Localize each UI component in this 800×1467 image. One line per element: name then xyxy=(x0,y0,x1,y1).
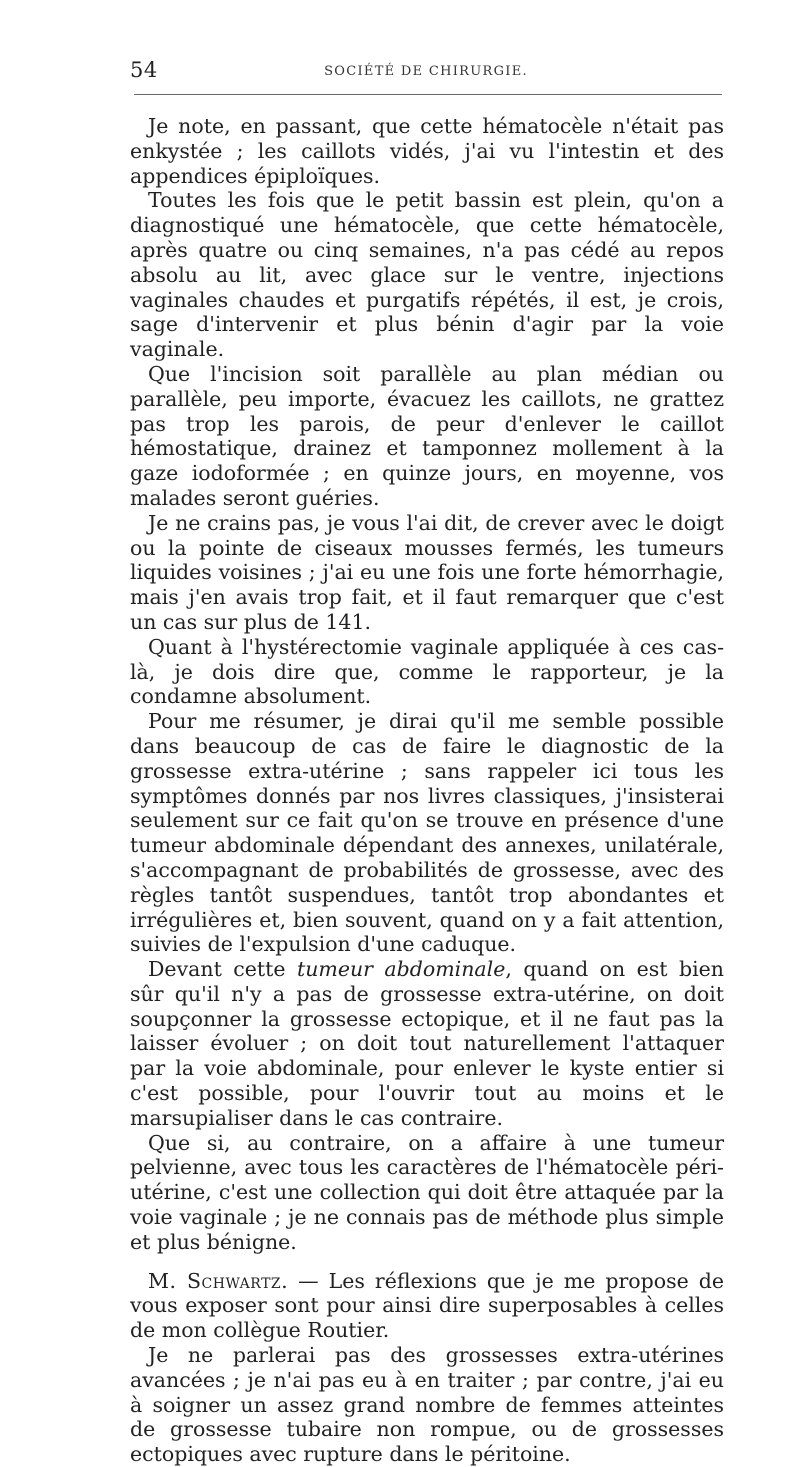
paragraph-9-text: — Les réflexions que je me propose de vous exposer sont pour ainsi dire superposables à celles de mon collègue Routier. xyxy=(130,1268,724,1343)
body-text xyxy=(130,114,724,1467)
page-header xyxy=(130,58,722,82)
paragraph-4: Je ne crains pas, je vous l'ai dit, de crever avec le doigt ou la pointe de ciseaux mousses fermés, les tumeurs liquides voisines ; j'ai eu une fois une forte hémorrhagie, mais j'en avais trop fait, et il faut remarquer que c'est un cas sur plus de 141. xyxy=(130,510,724,634)
paragraph-3: Que l'incision soit parallèle au plan médian ou parallèle, peu importe, évacuez les caillots, ne grattez pas trop les parois, de peur d'enlever le caillot hémostatique, drainez et tamponnez mollement à la gaze iodoformée ; en quinze jours, en moyenne, vos malades seront guéries. xyxy=(130,361,724,510)
paragraph-2: Toutes les fois que le petit bassin est plein, qu'on a diagnostiqué une hématocèle, que cette hématocèle, après quatre ou cinq semaines, n'a pas cédé au repos absolu au lit, avec glace sur le ventre, injections vaginales chaudes et purgatifs répétés, il est, je crois, sage d'intervenir et plus bénin d'agir par la voie vaginale. xyxy=(130,188,724,362)
paragraph-8: Que si, au contraire, on a affaire à une tumeur pelvienne, avec tous les caractères de l'hématocèle péri-utérine, c'est une collection qui doit être attaquée par la voie vaginale ; je ne connais pas de méthode plus simple et plus bénigne. xyxy=(130,1130,724,1254)
paragraph-6: Pour me résumer, je dirai qu'il me semble possible dans beaucoup de cas de faire le diagnostic de la grossesse extra-utérine ; sans rappeler ici tous les symptômes donnés par nos livres classiques, j'insisterai seulement sur ce fait qu'on se trouve en présence d'une tumeur abdominale dépendant des annexes, unilatérale, s'accompagnant de probabilités de grossesse, avec des règles tantôt suspendues, tantôt trop abondantes et irrégulières et, bien souvent, quand on y a fait attention, suivies de l'expulsion d'une caduque. xyxy=(130,709,724,957)
speaker-name: M. Schwartz. xyxy=(148,1268,289,1293)
paragraph-7-italic: tumeur abdominale xyxy=(296,957,506,982)
paragraph-10: Je ne parlerai pas des grossesses extra-utérines avancées ; je n'ai pas eu à en traiter ; par contre, j'ai eu à soigner un assez grand nombre de femmes atteintes de grossesse tubaire non rompue, ou de grossesses ectopiques avec rupture dans le péritoine. xyxy=(130,1343,724,1467)
paragraph-9 xyxy=(130,1269,724,1343)
header-rule xyxy=(134,94,722,95)
paragraph-7 xyxy=(130,957,724,1131)
paragraph-1: Je note, en passant, que cette hématocèle n'était pas enkystée ; les caillots vidés, j'ai vu l'intestin et des appendices épiploïques. xyxy=(130,114,724,188)
paragraph-7-before: Devant cette xyxy=(148,957,297,982)
paragraph-7-after: , quand on est bien sûr qu'il n'y a pas de grossesse extra-utérine, on doit soupçonner la grossesse ectopique, et il ne faut pas la laisser évoluer ; on doit tout naturellement l'attaquer par la voie abdominale, pour enlever le kyste entier si c'est possible, pour l'ouvrir tout au moins et le marsupialiser dans le cas contraire. xyxy=(130,957,724,1130)
page-number: 54 xyxy=(130,58,158,82)
paragraph-5: Quant à l'hystérectomie vaginale appliquée à ces cas-là, je dois dire que, comme le rapporteur, je la condamne absolument. xyxy=(130,634,724,709)
running-head: SOCIÉTÉ DE CHIRURGIE. xyxy=(324,64,528,79)
